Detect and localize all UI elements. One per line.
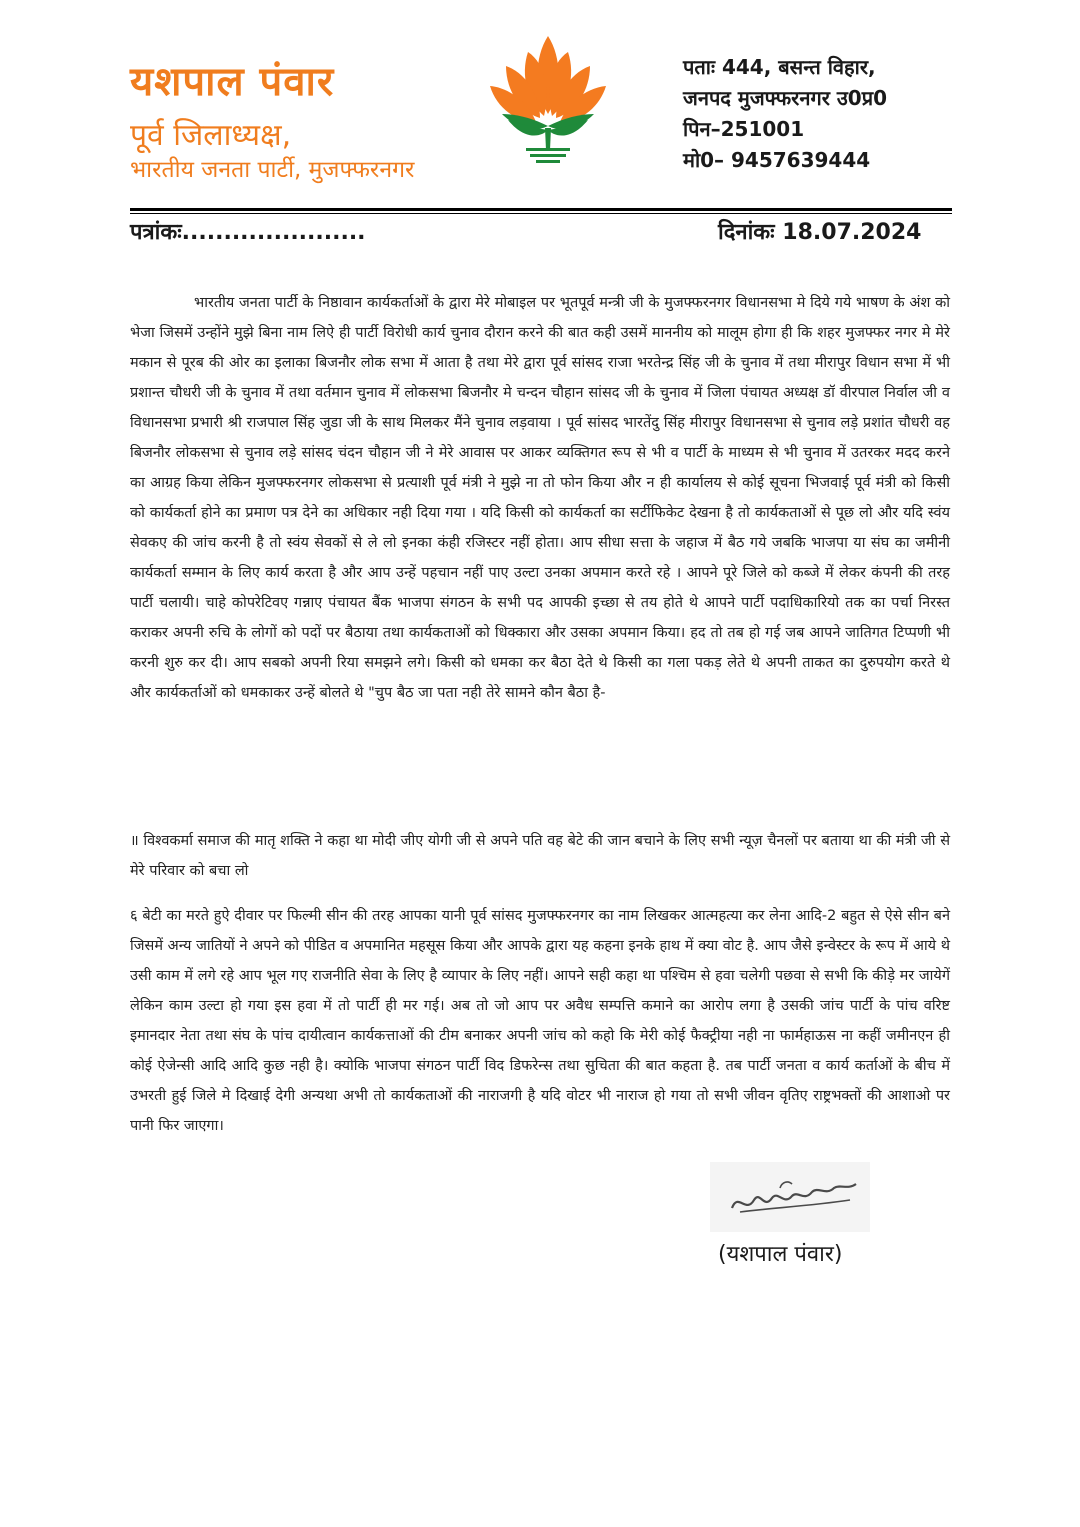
lotus-icon <box>488 30 608 166</box>
reference-number: पत्रांकः...................... <box>130 220 366 245</box>
address-mobile: मो0– 9457639444 <box>683 148 871 172</box>
letterhead-designation: पूर्व जिलाध्यक्ष, <box>130 118 292 153</box>
address-block <box>683 52 887 176</box>
signer-name: (यशपाल पंवार) <box>718 1242 843 1267</box>
address-line2: जनपद मुजफ्फरनगर उ0प्र0 <box>683 86 888 110</box>
letterhead-name: यशपाल पंवार <box>130 59 335 105</box>
body-paragraph-2: ॥ विश्वकर्मा समाज की मातृ शक्ति ने कहा था मोदी जीए योगी जी से अपने पति वह बेटे की जान बचाने के लिए सभी न्यूज़ चैनलों पर बताया था की मंत्री जी से मेरे परिवार को बचा लो <box>130 833 950 879</box>
body-paragraph-3: ६ बेटी का मरते हुऐ दीवार पर फिल्मी सीन की तरह आपका यानी पूर्व सांसद मुजफ्फरनगर का नाम लिखकर आत्महत्या कर लेना आदि-2 बहुत से ऐसे सीन बने जिसमें अन्य जातियों ने अपने को पीडित व अपमानित महसूस किया और आपके द्वारा यह कहना इनके हाथ में क्या वोट है. आप जैसे इन्वेस्टर के रूप में आये थे उसी काम में लगे रहे आप भूल गए राजनीति सेवा के लिए है व्यापार के लिए नहीं। आपने सही कहा था पश्चिम से हवा चलेगी पछवा से सभी कि कीड़े मर जायेगें लेकिन काम उल्टा हो गया इस हवा में तो पार्टी ही मर गई। अब तो जो आप पर अवैध सम्पत्ति कमाने का आरोप लगा है उसकी जांच पार्टी के पांच वरिष्ट इमानदार नेता तथा संघ के पांच दायीत्वान कार्यकत्ताओं की टीम बनाकर अपनी जांच को कहो कि मेरी कोई फैक्ट्रीया नही ना फार्महाऊस ना कहीं जमीनएन ही कोई ऐजेन्सी आदि आदि कुछ नही है। क्योकि भाजपा संगठन पार्टी विद डिफरेन्स तथा सुचिता की बात कहता है. तब पार्टी जनता व कार्य कर्ताओं के बीच में उभरती हुई जिले मे दिखाई देगी अन्यथा अभी तो कार्यकताओं की नाराजगी है यदि वोटर भी नाराज हो गया तो सभी जीवन वृतिए राष्ट्रभक्तों की आशाओ पर पानी फिर जाएगा। <box>130 908 950 1134</box>
header-divider-thin <box>130 213 952 214</box>
address-pin: पिन–251001 <box>683 117 805 141</box>
body-paragraph-1: भारतीय जनता पार्टी के निष्ठावान कार्यकर्ताओं के द्वारा मेरे मोबाइल पर भूतपूर्व मन्त्री जी के मुजफ्फरनगर विधानसभा मे दिये गये भाषण के अंश को भेजा जिसमें उन्होंने मुझे बिना नाम लिऐ ही पार्टी विरोधी कार्य चुनाव दौरान करने की बात कही उसमें माननीय को मालूम होगा ही कि शहर मुजफ्फर नगर मे मेरे मकान से पूरब की ओर का इलाका बिजनौर लोक सभा में आता है तथा मेरे द्वारा पूर्व सांसद राजा भरतेन्द्र सिंह जी के चुनाव में तथा मीरापुर विधान सभा में भी प्रशान्त चौधरी जी के चुनाव में तथा वर्तमान चुनाव में लोकसभा बिजनौर मे चन्दन चौहान सांसद जी के चुनाव में जिला पंचायत अध्यक्ष डॉ वीरपाल निर्वाल जी व विधानसभा प्रभारी श्री राजपाल सिंह जुडा जी के साथ मिलकर मैंने चुनाव लड़वाया । पूर्व सांसद भारतेंदु सिंह मीरापुर विधानसभा से चुनाव लड़े प्रशांत चौधरी वह बिजनौर लोकसभा से चुनाव लड़े सांसद चंदन चौहान जी ने मेरे आवास पर आकर व्यक्तिगत रूप से भी व पार्टी के माध्यम से भी चुनाव में उतरकर मदद करने का आग्रह किया लेकिन मुजफ्फरनगर लोकसभा से प्रत्याशी पूर्व मंत्री ने मुझे ना तो फोन किया और न ही कार्यालय से कोई सूचना भिजवाई पूर्व मंत्री को किसी को कार्यकर्ता होने का प्रमाण पत्र देने का अधिकार नही दिया गया । यदि किसी को कार्यकर्ता का सर्टीफिकेट देखना है तो कार्यकताओं से पूछ लो और यदि स्वंय सेवकए की जांच करनी है तो स्वंय सेवकों से ले लो इनका कंही रजिस्टर नहीं होता। आप सीधा सत्ता के जहाज में बैठ गये जबकि भाजपा या संघ का जमीनी कार्यकर्ता सम्मान के लिए कार्य करता है और आप उन्हें पहचान नहीं पाए उल्टा उनका अपमान करते रहे । आपने पूरे जिले को कब्जे में लेकर कंपनी की तरह पार्टी चलायी। चाहे कोपरेटिवए गन्नाए पंचायत बैंक भाजपा संगठन के सभी पद आपकी इच्छा से तय होते थे आपने पार्टी पदाधिकारियो तक का पर्चा निरस्त कराकर अपनी रुचि के लोगों को पदों पर बैठाया तथा कार्यकताओं को धिक्कारा और उसका अपमान किया। हद तो तब हो गई जब आपने जातिगत टिप्पणी भी करनी शुरु कर दी। आप सबको अपनी रिया समझने लगे। किसी को धमका कर बैठा देते थे किसी का गला पकड़ लेते थे अपनी ताकत का दुरुपयोग करते थे और कार्यकर्ताओं को धमकाकर उन्हें बोलते थे "चुप बैठ जा पता नही तेरे सामने कौन बैठा है- <box>130 295 950 701</box>
letterhead-organization: भारतीय जनता पार्टी, मुजफ्फरनगर <box>130 157 415 183</box>
handwritten-signature <box>710 1162 870 1232</box>
header-divider <box>130 208 952 211</box>
letter-date: दिनांकः 18.07.2024 <box>718 220 922 245</box>
address-line1: पताः 444, बसन्त विहार, <box>683 55 876 79</box>
